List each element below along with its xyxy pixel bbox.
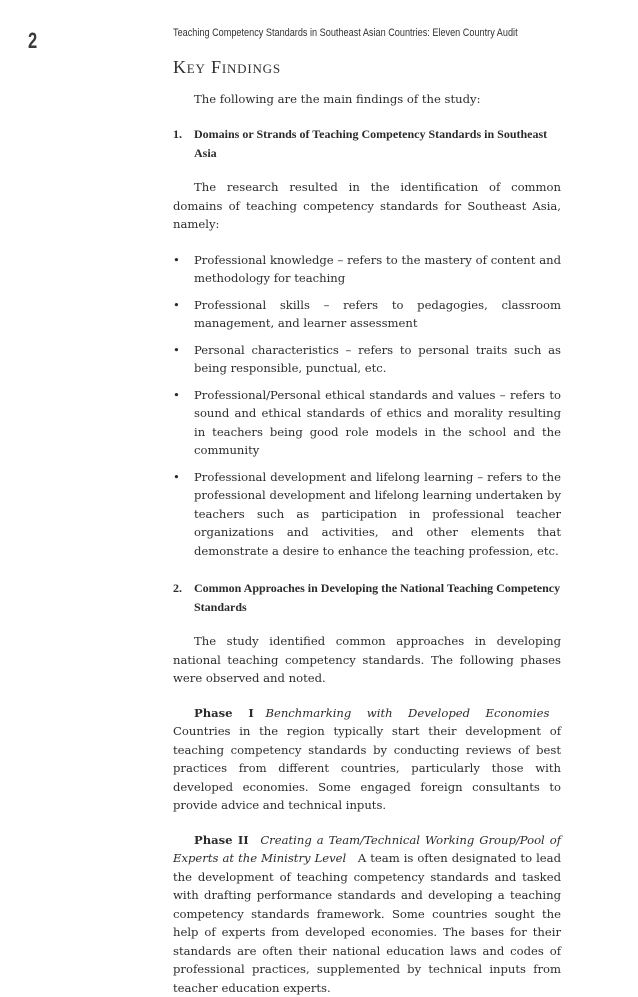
list-item-text: Professional skills – refers to pedagogies, classroom management, and learner assessment bbox=[194, 296, 561, 333]
list-item-text: Personal characteristics – refers to personal traits such as being responsible, punctual, etc. bbox=[194, 341, 561, 378]
bullet-icon: • bbox=[173, 251, 194, 288]
phase-1-body: Countries in the region typically start their development of teaching competency standards by conducting reviews of best practices from different countries, particularly those with developed economies. Some engaged foreign consultants to provide advice and technical inputs. bbox=[173, 724, 561, 812]
bullet-icon: • bbox=[173, 341, 194, 378]
list-item-text: Professional/Personal ethical standards and values – refers to sound and ethical standards of ethics and morality resulting in teachers being good role models in the school and the community bbox=[194, 386, 561, 460]
phase-2-separator-2 bbox=[346, 851, 358, 865]
phase-2-separator bbox=[249, 833, 261, 847]
list-item bbox=[173, 251, 561, 288]
phase-2-subtitle: Creating a Team/Technical Working Group/Pool of Experts at the Ministry Level bbox=[173, 833, 561, 866]
list-item-text: Professional knowledge – refers to the mastery of content and methodology for teaching bbox=[194, 251, 561, 288]
phase-2-paragraph bbox=[173, 831, 561, 997]
running-head: Teaching Competency Standards in Southeast Asian Countries: Eleven Country Audit bbox=[173, 27, 518, 39]
phase-1-subtitle: Benchmarking with Developed Economies bbox=[265, 706, 549, 720]
bullet-icon: • bbox=[173, 468, 194, 561]
domains-paragraph: The research resulted in the identification of common domains of teaching competency standards for Southeast Asia, namely: bbox=[173, 178, 561, 234]
heading-1 bbox=[173, 125, 561, 162]
phase-2-body: A team is often designated to lead the development of teaching competency standards and tasked with drafting performance standards and developing a teaching competency standards framework. Some countries sought the help of experts from developed economies. The bases for their standards are often their national education laws and codes of professional practices, supplemented by technical inputs from teacher education experts. bbox=[173, 851, 561, 995]
heading-1-text: Domains or Strands of Teaching Competency Standards in Southeast Asia bbox=[194, 125, 561, 162]
phase-1-title: Phase I bbox=[194, 706, 254, 720]
approaches-paragraph: The study identified common approaches in developing national teaching competency standards. The following phases were observed and noted. bbox=[173, 632, 561, 688]
page-number: 2 bbox=[28, 28, 37, 54]
bullet-icon: • bbox=[173, 386, 194, 460]
list-item-text: Professional development and lifelong learning – refers to the professional development and lifelong learning undertaken by teachers such as participation in professional teacher organizations and activities, and other elements that demonstrate a desire to enhance the teaching profession, etc. bbox=[194, 468, 561, 561]
list-item bbox=[173, 296, 561, 333]
bullet-icon: • bbox=[173, 296, 194, 333]
phase-1-paragraph bbox=[173, 704, 561, 815]
intro-paragraph: The following are the main findings of the study: bbox=[173, 90, 561, 109]
heading-1-number: 1. bbox=[173, 125, 194, 162]
phase-1-separator-2 bbox=[549, 706, 561, 720]
heading-2-number: 2. bbox=[173, 579, 194, 616]
heading-2 bbox=[173, 579, 561, 616]
phase-1-separator bbox=[254, 706, 266, 720]
list-item bbox=[173, 341, 561, 378]
heading-2-text: Common Approaches in Developing the National Teaching Competency Standards bbox=[194, 579, 561, 616]
section-title: Key Findings bbox=[173, 58, 561, 77]
domains-list bbox=[173, 251, 561, 561]
list-item bbox=[173, 468, 561, 561]
page-content bbox=[173, 58, 561, 997]
list-item bbox=[173, 386, 561, 460]
phase-2-title: Phase II bbox=[194, 833, 249, 847]
